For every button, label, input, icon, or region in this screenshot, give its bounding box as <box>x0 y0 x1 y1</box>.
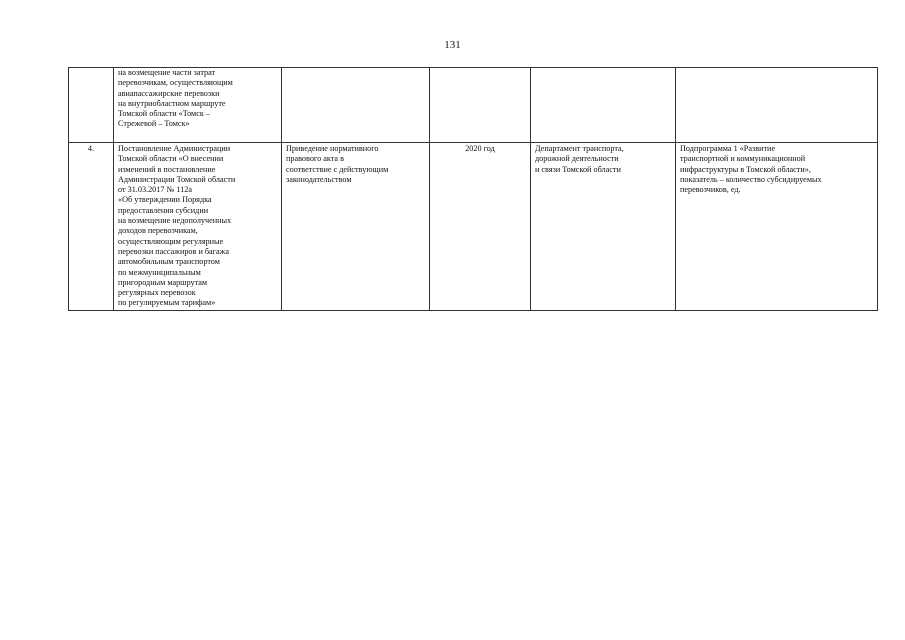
indicator-cell: Подпрограмма 1 «Развитие транспортной и коммуникационной инфраструктуры в Томской области», показатель – количество субсидируемых перевозчиков, ед. <box>676 143 878 311</box>
table-row <box>69 68 878 143</box>
indicator-cell <box>676 68 878 143</box>
document-name-cell: Постановление Администрации Томской области «О внесении изменений в постановление Администрации Томской области от 31.03.2017 № 112а «Об утверждении Порядка предоставления субсидии на возмещение недополученных доходов перевозчикам, осуществляющим регулярные перевозки пассажиров и багажа автомобильным транспортом по межмуниципальным пригородным маршрутам регулярных перевозок по регулируемым тарифам» <box>114 143 282 311</box>
document-name-cell: на возмещение части затрат перевозчикам, осуществляющим авиапассажирские перевозки на внутриобластном маршруте Томской области «Томск – Стрежевой – Томск» <box>114 68 282 143</box>
executor-cell: Департамент транспорта, дорожной деятельности и связи Томской области <box>531 143 676 311</box>
row-number-cell: 4. <box>69 143 114 311</box>
term-cell <box>430 68 531 143</box>
measures-table <box>68 67 878 311</box>
executor-cell <box>531 68 676 143</box>
row-number-cell <box>69 68 114 143</box>
term-cell: 2020 год <box>430 143 531 311</box>
measure-cell: Приведение нормативного правового акта в соответствие с действующим законодательством <box>282 143 430 311</box>
table-row <box>69 143 878 311</box>
page-number: 131 <box>444 39 461 51</box>
measure-cell <box>282 68 430 143</box>
